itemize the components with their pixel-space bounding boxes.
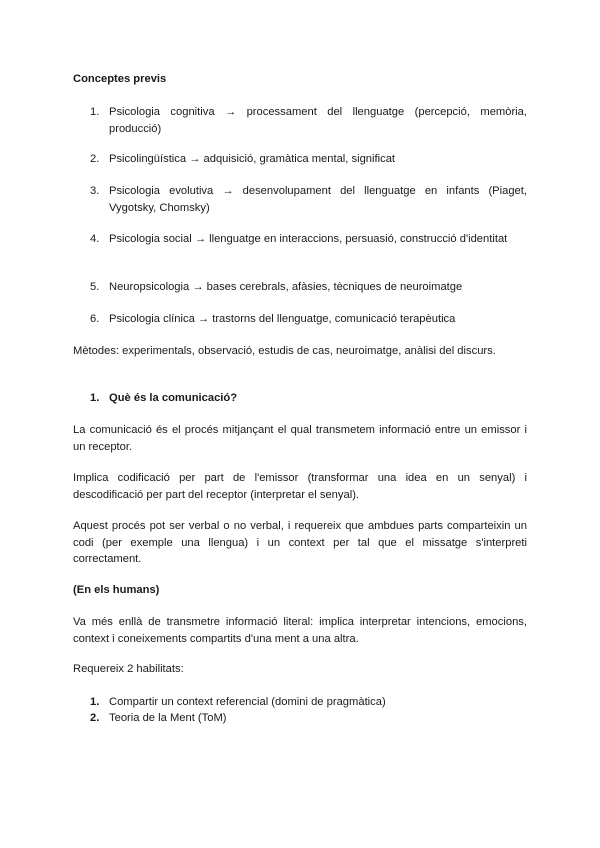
humans-paragraph-2: Requereix 2 habilitats: <box>73 663 184 675</box>
section-number: 1. <box>90 392 100 404</box>
list-item-number: 1. <box>90 106 100 118</box>
communication-paragraph-3: Aquest procés pot ser verbal o no verbal, i requereix que ambdues parts comparteixin un codi (per exemple una llengua) i un context per tal que el missatge s'interpreti correctament. <box>73 520 527 565</box>
list-item-text: Neuropsicologia → bases cerebrals, afàsies, tècniques de neuroimatge <box>109 281 463 293</box>
communication-paragraph-1: La comunicació és el procés mitjançant el qual transmetem informació entre un emissor i un receptor. <box>73 424 527 453</box>
list-item-number: 2. <box>90 153 100 165</box>
list-item-number: 4. <box>90 233 100 245</box>
section-title-humans: (En els humans) <box>73 584 160 596</box>
list-item-number: 2. <box>90 712 100 724</box>
list-item-number: 5. <box>90 281 100 293</box>
list-item-text: Psicologia cognitiva → processament del llenguatge (percepció, memòria, producció) <box>109 106 527 135</box>
list-item-number: 1. <box>90 696 100 708</box>
list-item-number: 6. <box>90 313 100 325</box>
list-item-text: Psicologia clínica → trastorns del llenguatge, comunicació terapèutica <box>109 313 456 325</box>
list-item-text: Psicologia social → llenguatge en interaccions, persuasió, construcció d'identitat <box>109 233 508 245</box>
list-item-text: Psicolingüística → adquisició, gramàtica mental, significat <box>109 153 396 165</box>
list-item-number: 3. <box>90 185 100 197</box>
section-title-concepts: Conceptes previs <box>73 73 167 85</box>
communication-paragraph-2: Implica codificació per part de l'emissor (transformar una idea en un senyal) i descodificació per part del receptor (interpretar el senyal). <box>73 472 527 501</box>
humans-paragraph-1: Va més enllà de transmetre informació literal: implica interpretar intencions, emocions, context i coneixements compartits d'una ment a una altra. <box>73 616 527 645</box>
section-title-communication: Què és la comunicació? <box>109 392 238 404</box>
list-item-text: Psicologia evolutiva → desenvolupament del llenguatge en infants (Piaget, Vygotsky, Chomsky) <box>109 185 527 214</box>
list-item-text: Compartir un context referencial (domini de pragmàtica) <box>109 696 386 708</box>
methods-paragraph: Mètodes: experimentals, observació, estudis de cas, neuroimatge, anàlisi del discurs. <box>73 345 496 357</box>
list-item-text: Teoria de la Ment (ToM) <box>109 712 227 724</box>
